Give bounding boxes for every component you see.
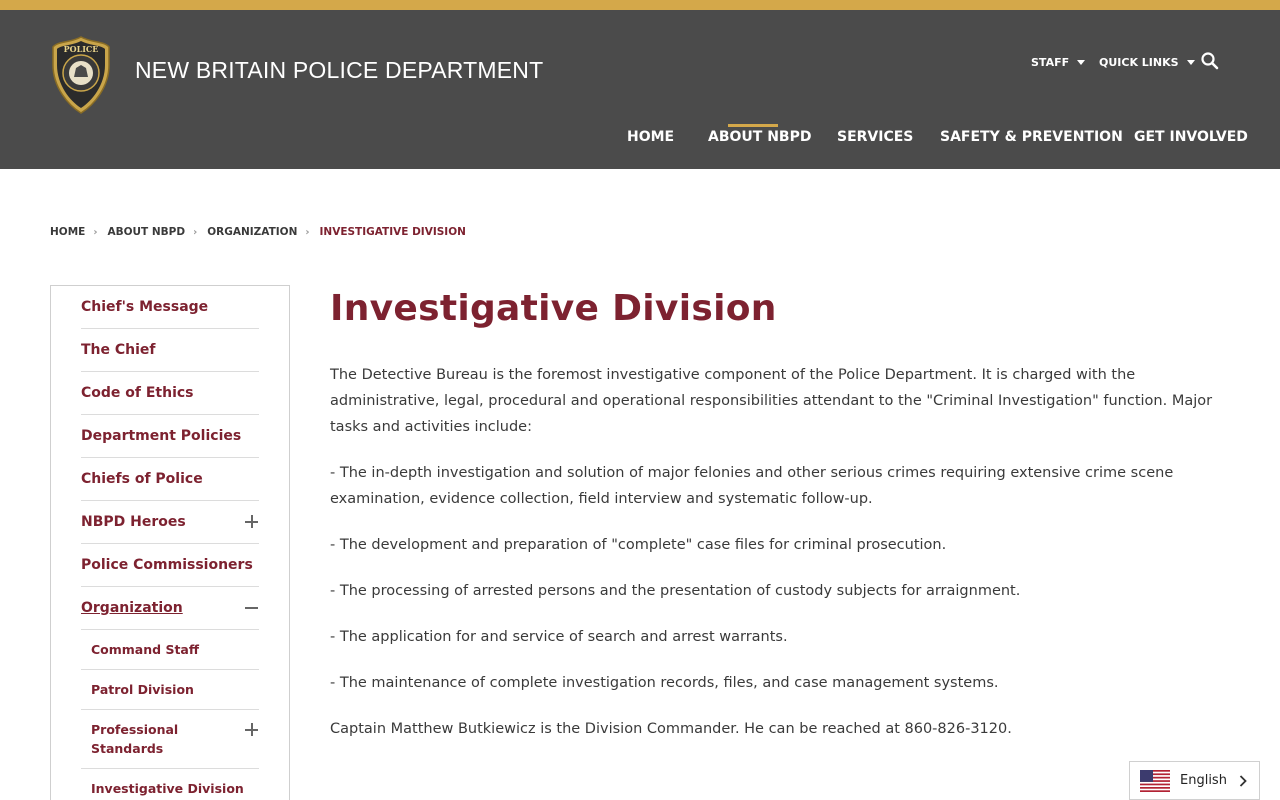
sidebar-item-label: Chiefs of Police xyxy=(81,471,203,487)
sidebar-item-label: Police Commissioners xyxy=(81,557,253,573)
sidebar-item-label: Code of Ethics xyxy=(81,385,194,401)
nav-services[interactable]: SERVICES xyxy=(837,129,914,145)
breadcrumb-about-nbpd[interactable]: ABOUT NBPD xyxy=(107,226,186,238)
nav-get-involved[interactable]: GET INVOLVED xyxy=(1134,129,1248,145)
us-flag-icon xyxy=(1140,770,1170,792)
sidebar-item-label: The Chief xyxy=(81,342,156,358)
chevron-down-icon xyxy=(1077,60,1085,65)
breadcrumb-home[interactable]: HOME xyxy=(50,226,86,238)
sidebar-item-the-chief[interactable] xyxy=(81,329,259,372)
sidebar-item-department-policies[interactable] xyxy=(81,415,259,458)
nav-home[interactable]: HOME xyxy=(627,129,675,145)
collapse-minus-icon[interactable] xyxy=(245,601,259,615)
sidebar-item-nbpd-heroes[interactable] xyxy=(81,501,259,544)
staff-menu-label: STAFF xyxy=(1031,56,1070,69)
content-paragraph: Captain Matthew Butkiewicz is the Division Commander. He can be reached at 860-826-3120. xyxy=(330,721,1012,737)
chevron-down-icon xyxy=(1187,60,1195,65)
content-paragraph: - The application for and service of search and arrest warrants. xyxy=(330,629,788,645)
breadcrumb-current: INVESTIGATIVE DIVISION xyxy=(319,226,466,238)
sidebar-item-organization[interactable] xyxy=(81,587,259,630)
language-selector[interactable] xyxy=(1129,761,1260,800)
nav-about-nbpd[interactable]: ABOUT NBPD xyxy=(708,129,812,145)
expand-plus-icon[interactable] xyxy=(245,723,259,737)
breadcrumb-organization[interactable]: ORGANIZATION xyxy=(207,226,298,238)
sidebar-item-chiefs-message[interactable] xyxy=(81,286,259,329)
content-paragraph: - The maintenance of complete investigation records, files, and case management systems. xyxy=(330,675,999,691)
page-title: Investigative Division xyxy=(330,288,777,329)
sidebar-nav xyxy=(50,285,290,800)
police-badge-logo[interactable] xyxy=(50,35,112,115)
sidebar-item-label: Chief's Message xyxy=(81,299,209,315)
sidebar-subitem-label: Patrol Division xyxy=(91,682,194,697)
sidebar-subitem-investigative-division[interactable] xyxy=(81,769,259,800)
sidebar-subitem-professional-standards[interactable] xyxy=(81,710,259,769)
sidebar-subitem-label: Command Staff xyxy=(91,642,199,657)
sidebar-item-label: NBPD Heroes xyxy=(81,514,186,530)
staff-menu[interactable] xyxy=(1031,56,1085,69)
site-header xyxy=(0,10,1280,169)
site-title[interactable]: NEW BRITAIN POLICE DEPARTMENT xyxy=(135,57,544,83)
logo-text: POLICE xyxy=(63,44,99,54)
sidebar-subitem-patrol-division[interactable] xyxy=(81,670,259,710)
nav-safety-prevention[interactable]: SAFETY & PREVENTION xyxy=(940,129,1123,145)
sidebar-subitem-label: Investigative Division xyxy=(91,781,244,796)
content-paragraph: - The development and preparation of "complete" case files for criminal prosecution. xyxy=(330,537,947,553)
search-icon[interactable] xyxy=(1200,51,1220,71)
main-content xyxy=(330,362,1230,762)
chevron-right-icon: › xyxy=(193,226,198,238)
quick-links-menu[interactable] xyxy=(1099,56,1195,69)
sidebar-item-chiefs-of-police[interactable] xyxy=(81,458,259,501)
content-paragraph: The Detective Bureau is the foremost investigative component of the Police Department. It is charged with the administrative, legal, procedural and operational responsibilities attendant to the "Criminal Investigation" function. Major tasks and activities include: xyxy=(330,367,1213,435)
chevron-right-icon: › xyxy=(93,226,98,238)
content-paragraph: - The processing of arrested persons and the presentation of custody subjects for arraignment. xyxy=(330,583,1021,599)
sidebar-item-police-commissioners[interactable] xyxy=(81,544,259,587)
chevron-right-icon xyxy=(1239,775,1247,787)
language-label: English xyxy=(1180,773,1227,788)
expand-plus-icon[interactable] xyxy=(245,515,259,529)
sidebar-item-label: Organization xyxy=(81,600,183,616)
sidebar-subitem-label: Professional Standards xyxy=(91,722,179,756)
breadcrumb xyxy=(50,226,466,238)
top-accent-bar xyxy=(0,0,1280,10)
content-paragraph: - The in-depth investigation and solution of major felonies and other serious crimes requiring extensive crime scene examination, evidence collection, field interview and systematic follow-up. xyxy=(330,465,1174,507)
nav-active-indicator xyxy=(728,124,778,127)
quick-links-label: QUICK LINKS xyxy=(1099,56,1179,69)
chevron-right-icon: › xyxy=(305,226,310,238)
sidebar-item-label: Department Policies xyxy=(81,428,242,444)
sidebar-item-code-of-ethics[interactable] xyxy=(81,372,259,415)
sidebar-subitem-command-staff[interactable] xyxy=(81,630,259,670)
